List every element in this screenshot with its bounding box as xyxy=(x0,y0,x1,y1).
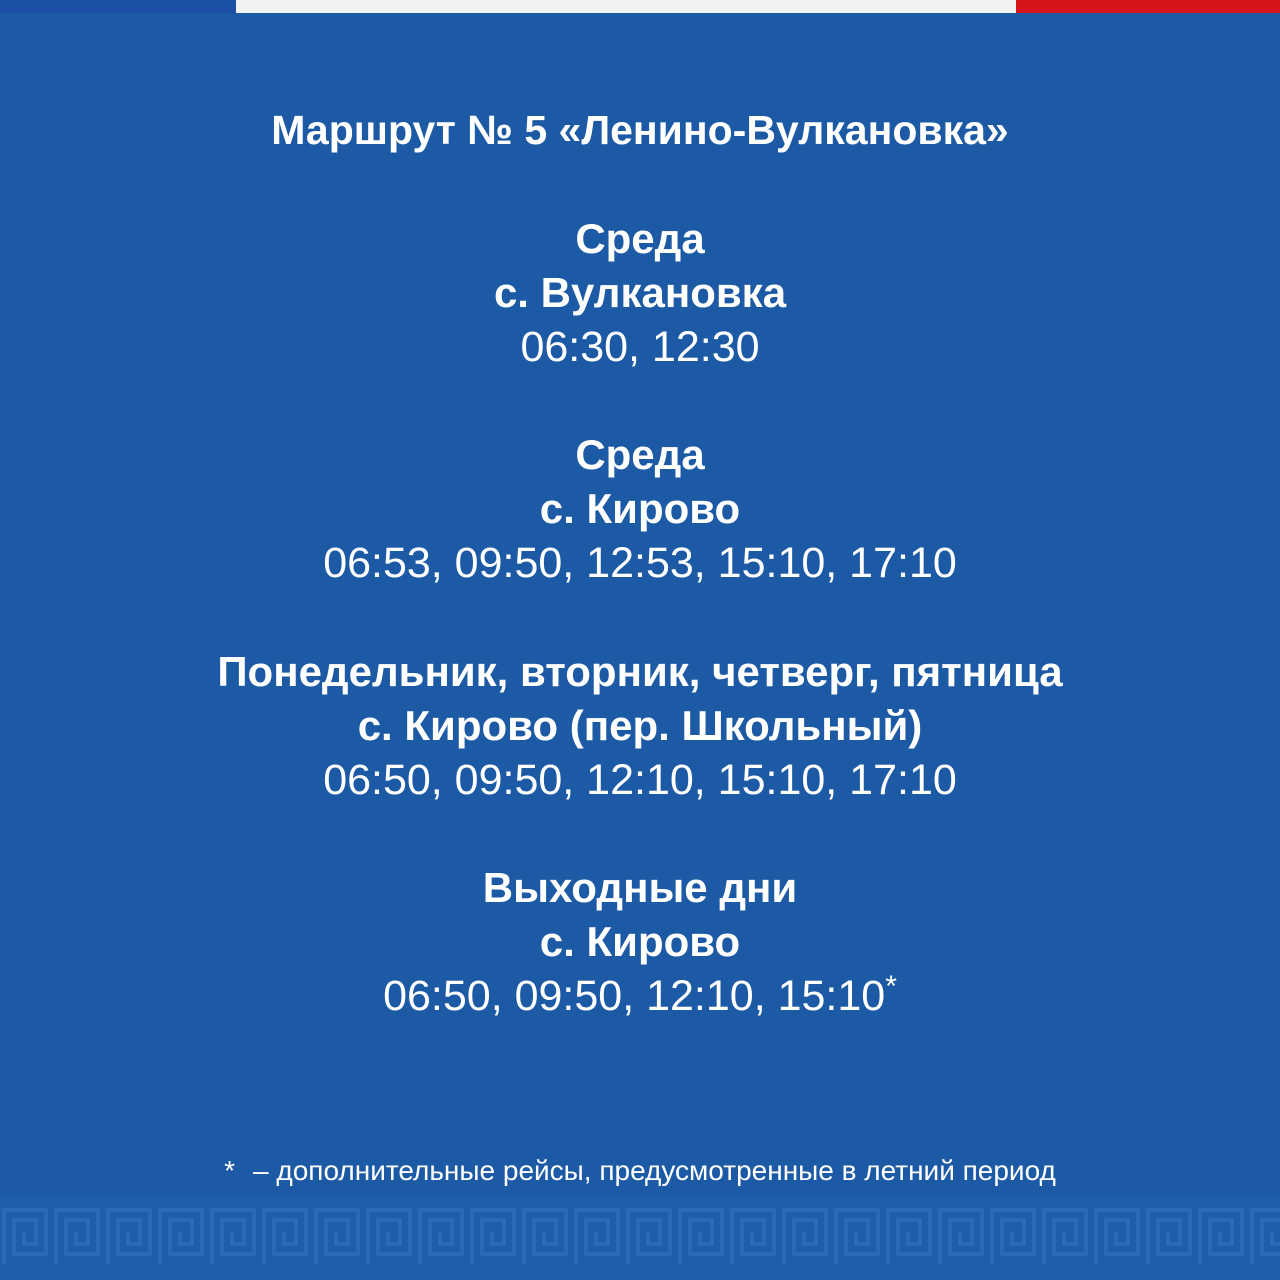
section-3-times: 06:50, 09:50, 12:10, 15:10, 17:10 xyxy=(323,756,957,804)
flag-red-segment xyxy=(1016,0,1280,13)
section-4-times: 06:50, 09:50, 12:10, 15:10 xyxy=(383,972,886,1020)
section-2-day: Среда xyxy=(575,431,705,478)
footnote-text: – дополнительные рейсы, предусмотренные в летний период xyxy=(253,1155,1056,1186)
section-1-day: Среда xyxy=(575,215,705,262)
section-4-day: Выходные дни xyxy=(482,864,798,911)
section-3-stop: с. Кирово (пер. Школьный) xyxy=(357,702,923,749)
flag-white-segment xyxy=(236,0,1016,13)
route-title: Маршрут № 5 «Ленино-Вулкановка» xyxy=(271,107,1009,153)
section-1-times: 06:30, 12:30 xyxy=(520,323,760,371)
greek-key-ornament xyxy=(0,1196,1280,1280)
footnote xyxy=(0,1157,1280,1185)
section-3-day: Понедельник, вторник, четверг, пятница xyxy=(217,648,1063,695)
section-1-stop: с. Вулкановка xyxy=(493,269,787,316)
section-2-stop: с. Кирово xyxy=(539,485,741,532)
footnote-mark: * xyxy=(224,1155,236,1186)
flag-blue-segment xyxy=(0,0,236,13)
section-4-stop: с. Кирово xyxy=(539,918,741,965)
section-2-times: 06:53, 09:50, 12:53, 15:10, 17:10 xyxy=(323,539,957,587)
section-4-times-mark: * xyxy=(885,970,897,1003)
flag-stripe xyxy=(0,0,1280,13)
section-4-times-line xyxy=(0,970,1280,1020)
